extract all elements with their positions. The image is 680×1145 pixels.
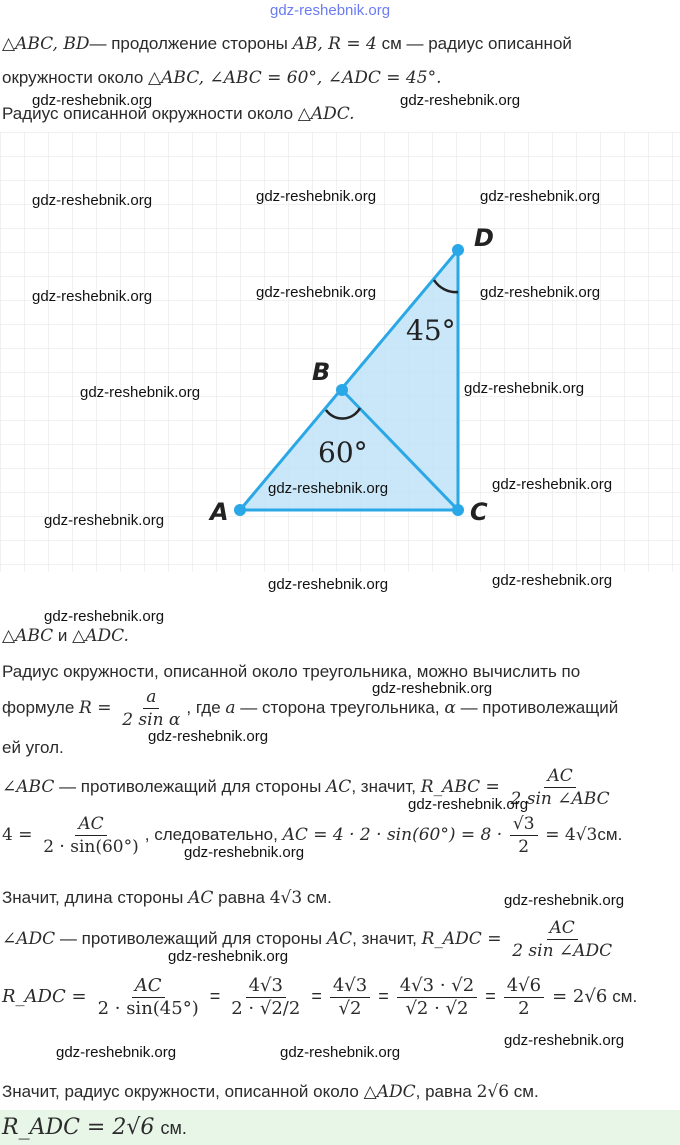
sol-alpha: α <box>444 698 456 718</box>
sol-adc2: △ADC <box>363 1082 416 1102</box>
given-l3-math: △ADC. <box>297 104 355 124</box>
frac-num: AC <box>75 813 106 836</box>
frac-den: 2 sin α <box>122 710 181 731</box>
point-c <box>452 504 464 516</box>
given-dash: — продолжение стороны <box>89 34 288 53</box>
sol-means2: , значит, <box>352 929 417 948</box>
watermark[interactable]: gdz-reshebnik.org <box>148 728 269 745</box>
given-l2-text: окружности около <box>2 68 144 87</box>
frac-3 <box>330 975 370 1020</box>
sol-opposite: — противолежащий <box>460 698 619 717</box>
watermark[interactable]: gdz-reshebnik.org <box>408 796 529 813</box>
given-cm: см — радиус описанной <box>381 34 572 53</box>
frac-den: 2 · sin(45°) <box>97 997 199 1019</box>
label-d: D <box>474 224 494 252</box>
watermark[interactable]: gdz-reshebnik.org <box>56 1044 177 1061</box>
sol-ac-calc: AC = 4 · 2 · sin(60°) = 8 · <box>282 825 503 845</box>
sol-4sqrt3: 4√3 <box>269 888 303 908</box>
point-d <box>452 244 464 256</box>
sol-ac2: AC <box>188 888 214 908</box>
frac-num: √3 <box>510 813 538 836</box>
sol-radc: R_ADC = <box>421 929 502 949</box>
watermark[interactable]: gdz-reshebnik.org <box>268 480 389 497</box>
watermark[interactable]: gdz-reshebnik.org <box>464 380 585 397</box>
sol-sqrt3-frac <box>510 813 538 858</box>
watermark[interactable]: gdz-reshebnik.org <box>256 188 377 205</box>
point-a <box>234 504 246 516</box>
sol-line-3 <box>2 686 618 731</box>
sol-cm3: см. <box>612 987 638 1006</box>
sol-2sqrt6: 2√6 <box>476 1082 510 1102</box>
watermark[interactable]: gdz-reshebnik.org <box>80 384 201 401</box>
label-a: A <box>210 498 229 526</box>
watermark[interactable]: gdz-reshebnik.org <box>44 608 165 625</box>
watermark[interactable]: gdz-reshebnik.org <box>480 188 601 205</box>
watermark[interactable]: gdz-reshebnik.org <box>480 284 601 301</box>
watermark[interactable]: gdz-reshebnik.org <box>492 572 613 589</box>
sol-ac-frac <box>40 813 142 858</box>
given-triangle: △ABC, BD <box>2 34 90 54</box>
sol-line-1 <box>2 626 129 646</box>
sol-four-eq: 4 = <box>2 825 33 845</box>
sol-line-4: ей угол. <box>2 738 64 757</box>
watermark[interactable]: gdz-reshebnik.org <box>268 576 389 593</box>
label-c: C <box>470 498 488 526</box>
frac-num: AC <box>132 975 165 998</box>
sol-where: , где <box>186 698 221 717</box>
sol-cm4: см. <box>513 1082 539 1101</box>
sol-radc-frac <box>509 917 615 962</box>
sol-angle-abc: ∠ABC <box>2 777 55 797</box>
sol-ac3: AC <box>326 929 353 949</box>
frac-den: 2 sin ∠ADC <box>512 941 613 962</box>
sol-rabc: R_ABC = <box>420 777 500 797</box>
sol-line-7 <box>2 888 332 908</box>
given-ab: AB, R = 4 <box>292 34 377 54</box>
answer-formula: R_ADC = 2√6 <box>2 1115 155 1140</box>
sol-radc-lhs: R_ADC = <box>2 986 87 1007</box>
sol-means: , значит, <box>351 777 417 796</box>
sol-and: и <box>57 626 68 645</box>
angle-d-value: 45° <box>406 314 456 347</box>
frac-num: 4√3 <box>246 975 286 998</box>
frac-den: 2 <box>518 997 530 1019</box>
watermark-top[interactable]: gdz-reshebnik.org <box>270 2 391 19</box>
watermark[interactable]: gdz-reshebnik.org <box>372 680 493 697</box>
watermark[interactable]: gdz-reshebnik.org <box>184 844 305 861</box>
sol-formula-word: формуле <box>2 698 75 717</box>
watermark[interactable]: gdz-reshebnik.org <box>32 192 153 209</box>
sol-radc-result: = 2√6 <box>552 986 608 1007</box>
point-b <box>336 384 348 396</box>
frac-5 <box>504 975 544 1020</box>
answer-unit: см. <box>160 1118 187 1138</box>
sol-abc: △ABC <box>2 626 54 646</box>
given-line-2 <box>2 68 441 88</box>
frac-1 <box>95 975 202 1020</box>
sol-equals2: , равна <box>415 1082 472 1101</box>
sol-cm: см. <box>597 825 623 844</box>
sol-length-text: Значит, длина стороны <box>2 888 184 907</box>
frac-4 <box>397 975 477 1020</box>
sol-equals-word: равна <box>218 888 265 907</box>
watermark[interactable]: gdz-reshebnik.org <box>168 948 289 965</box>
watermark[interactable]: gdz-reshebnik.org <box>44 512 165 529</box>
watermark[interactable]: gdz-reshebnik.org <box>400 92 521 109</box>
sol-formula-frac <box>119 686 183 731</box>
frac-num: 4√6 <box>504 975 544 998</box>
sol-angle-adc: ∠ADC <box>2 929 56 949</box>
sol-conclusion-text: Значит, радиус окружности, описанной около <box>2 1082 359 1101</box>
sol-therefore: , следовательно, <box>144 825 278 844</box>
answer-box <box>0 1110 680 1145</box>
frac-2 <box>228 975 303 1020</box>
frac-den: 2 <box>518 837 530 858</box>
frac-num: AC <box>544 765 575 788</box>
sol-line-9: R_ADC = $\frac{AC}{2 \cdot \sin(45^\circ)}$ = $\frac{4√3}{2 \cdot √2/2}$ = $\frac{4√3}{√2}$ = $\frac{4√3 \cdot √2}{√2 \cdot √2}$ = $\frac{4√6}{2}$ = 2√6 см. <box>2 974 638 1019</box>
sol-adc: △ADC. <box>72 626 129 646</box>
angle-b-value: 60° <box>318 436 368 469</box>
sol-line-10 <box>2 1082 539 1102</box>
given-line-1 <box>2 34 572 54</box>
frac-den: 2 · sin(60°) <box>43 837 139 858</box>
watermark[interactable]: gdz-reshebnik.org <box>32 92 153 109</box>
answer-text <box>2 1114 187 1140</box>
frac-num: AC <box>547 917 578 940</box>
sol-line-2: Радиус окружности, описанной около треугольника, можно вычислить по <box>2 662 581 681</box>
watermark[interactable]: gdz-reshebnik.org <box>492 476 613 493</box>
frac-den: 2 sin ∠ABC <box>510 789 610 810</box>
watermark[interactable]: gdz-reshebnik.org <box>280 1044 401 1061</box>
frac-den: √2 <box>338 997 362 1019</box>
watermark[interactable]: gdz-reshebnik.org <box>32 288 153 305</box>
frac-den: 2 · √2/2 <box>231 997 301 1019</box>
sol-a: a <box>225 698 236 718</box>
frac-num: a <box>143 686 159 709</box>
sol-opp-side2: — противолежащий для стороны <box>59 929 323 948</box>
sol-line-8 <box>2 916 618 962</box>
sol-cm2: см. <box>306 888 332 907</box>
watermark[interactable]: gdz-reshebnik.org <box>256 284 377 301</box>
sol-side: — сторона треугольника, <box>240 698 440 717</box>
sol-ac: AC <box>326 777 352 797</box>
frac-num: 4√3 <box>330 975 370 998</box>
watermark[interactable]: gdz-reshebnik.org <box>504 892 625 909</box>
sol-formula-r: R = <box>79 698 112 718</box>
given-l3-text: Радиус описанной окружности около <box>2 104 294 123</box>
frac-den: √2 · √2 <box>405 997 469 1019</box>
watermark[interactable]: gdz-reshebnik.org <box>504 1032 625 1049</box>
sol-opp-side: — противолежащий для стороны <box>59 777 322 796</box>
sol-line-6 <box>2 812 622 858</box>
label-b: B <box>312 358 331 386</box>
given-l2-math: △ABC, ∠ABC = 60°, ∠ADC = 45°. <box>148 68 442 88</box>
sol-ac-result: = 4√3 <box>545 825 598 845</box>
frac-num: 4√3 · √2 <box>397 975 477 998</box>
